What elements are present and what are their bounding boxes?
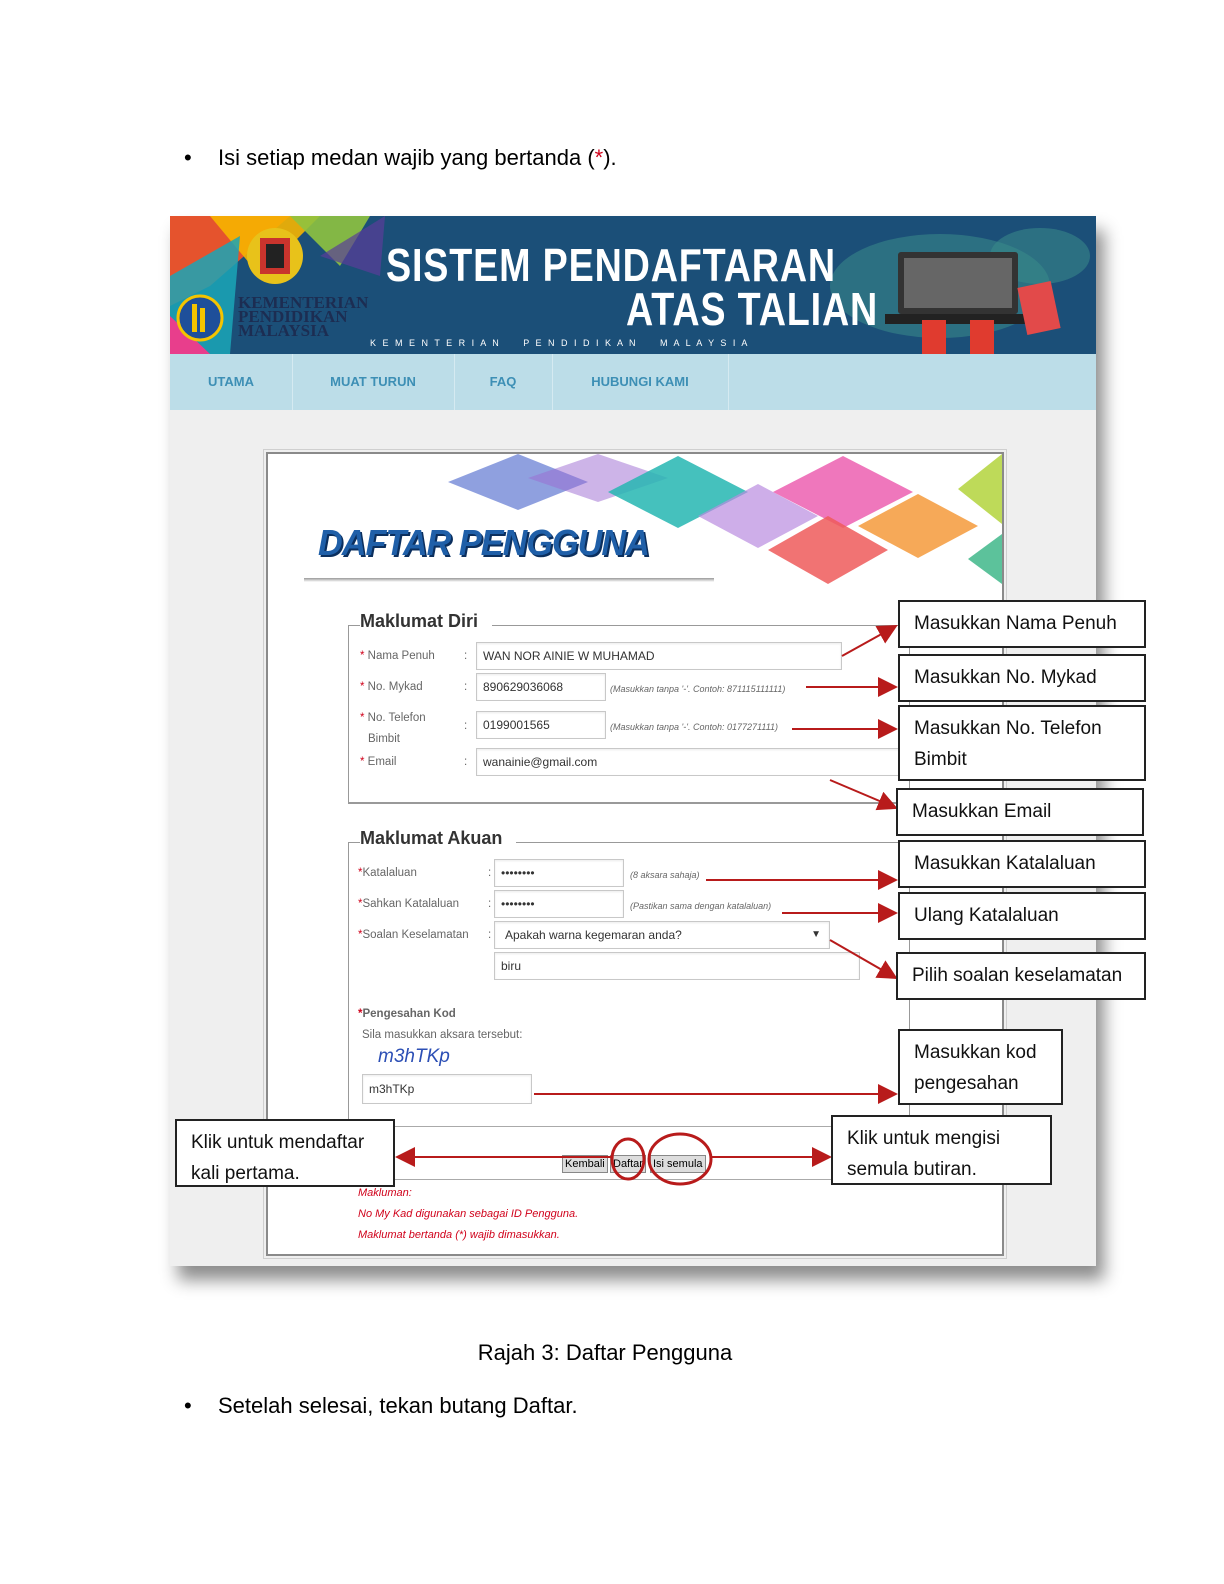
- colon: :: [464, 720, 468, 732]
- ministry-logo-text: KEMENTERIAN PENDIDIKAN MALAYSIA: [238, 293, 369, 340]
- bullet-icon: •: [184, 145, 192, 170]
- colon: :: [464, 650, 468, 662]
- name-label: * Nama Penuh: [360, 650, 435, 662]
- confirm-password-label: *Sahkan Katalaluan: [358, 898, 460, 910]
- mykad-hint: (Masukkan tanpa '-'. Contoh: 871115111111): [610, 684, 786, 694]
- outro-bullet: • Setelah selesai, tekan butang Daftar.: [184, 1393, 578, 1418]
- phone-input[interactable]: 0199001565: [476, 711, 606, 739]
- colon: :: [488, 929, 492, 941]
- dropdown-arrow-icon: ▼: [811, 929, 821, 940]
- colon: :: [464, 756, 468, 768]
- reset-button[interactable]: Isi semula: [650, 1155, 706, 1173]
- callout-email: Masukkan Email: [896, 788, 1144, 836]
- confirm-password-hint: (Pastikan sama dengan katalaluan): [630, 901, 772, 911]
- callout-register: Klik untuk mendaftar kali pertama.: [175, 1119, 395, 1187]
- nav-faq[interactable]: FAQ: [454, 354, 553, 410]
- mykad-label: * No. Mykad: [360, 681, 423, 693]
- callout-mykad: Masukkan No. Mykad: [898, 654, 1146, 702]
- callout-password: Masukkan Katalaluan: [898, 840, 1146, 888]
- nav-hubungi-kami[interactable]: HUBUNGI KAMI: [552, 354, 729, 410]
- mykad-input[interactable]: 890629036068: [476, 673, 606, 701]
- password-input[interactable]: ••••••••: [494, 859, 624, 887]
- notice-title: Makluman:: [358, 1187, 412, 1199]
- banner-title-line2: ATAS TALIAN: [626, 283, 879, 335]
- callout-security-question: Pilih soalan keselamatan: [896, 952, 1146, 1000]
- colon: :: [464, 681, 468, 693]
- email-input[interactable]: wanainie@gmail.com: [476, 748, 906, 776]
- security-question-label: *Soalan Keselamatan: [358, 929, 469, 941]
- email-label: * Email: [360, 756, 397, 768]
- account-info-legend: Maklumat Akuan: [360, 828, 516, 849]
- colon: :: [488, 898, 492, 910]
- callout-phone: Masukkan No. Telefon Bimbit: [898, 705, 1146, 781]
- callout-name: Masukkan Nama Penuh: [898, 600, 1146, 648]
- name-input[interactable]: WAN NOR AINIE W MUHAMAD: [476, 642, 842, 670]
- callout-verify-code: Masukkan kod pengesahan: [898, 1029, 1063, 1105]
- personal-info-legend: Maklumat Diri: [360, 611, 492, 632]
- security-answer-input[interactable]: biru: [494, 952, 860, 980]
- password-label: *Katalaluan: [358, 867, 417, 879]
- password-hint: (8 aksara sahaja): [630, 870, 700, 880]
- notice-line2: Maklumat bertanda (*) wajib dimasukkan.: [358, 1229, 560, 1241]
- notice-line1: No My Kad digunakan sebagai ID Pengguna.: [358, 1208, 579, 1220]
- confirm-password-input[interactable]: ••••••••: [494, 890, 624, 918]
- form-heading: DAFTAR PENGGUNA: [318, 522, 649, 563]
- verify-code-prompt: Sila masukkan aksara tersebut:: [362, 1029, 523, 1041]
- nav-utama[interactable]: UTAMA: [170, 354, 293, 410]
- bullet-icon: •: [184, 1393, 192, 1418]
- intro-bullet: • Isi setiap medan wajib yang bertanda (*).: [184, 145, 617, 170]
- captcha-input[interactable]: m3hTKp: [362, 1074, 532, 1104]
- phone-label: * No. Telefon Bimbit: [360, 712, 426, 745]
- captcha-image: m3hTKp: [378, 1046, 450, 1067]
- verify-code-label: *Pengesahan Kod: [358, 1008, 456, 1020]
- callout-repeat-password: Ulang Katalaluan: [898, 892, 1146, 940]
- banner-tagline: K E M E N T E R I A N P E N D I D I K A N M A L A Y S I A: [370, 338, 750, 348]
- phone-hint: (Masukkan tanpa '-'. Contoh: 0177271111): [610, 722, 779, 732]
- register-button[interactable]: Daftar: [610, 1155, 646, 1173]
- banner-title-line1: SISTEM PENDAFTARAN: [386, 239, 836, 291]
- callout-reset: Klik untuk mengisi semula butiran.: [831, 1115, 1052, 1185]
- back-button[interactable]: Kembali: [562, 1155, 608, 1173]
- nav-muat-turun[interactable]: MUAT TURUN: [292, 354, 455, 410]
- figure-caption: Rajah 3: Daftar Pengguna: [477, 1340, 733, 1365]
- colon: :: [488, 867, 492, 879]
- security-question-select[interactable]: Apakah warna kegemaran anda? ▼: [494, 921, 830, 949]
